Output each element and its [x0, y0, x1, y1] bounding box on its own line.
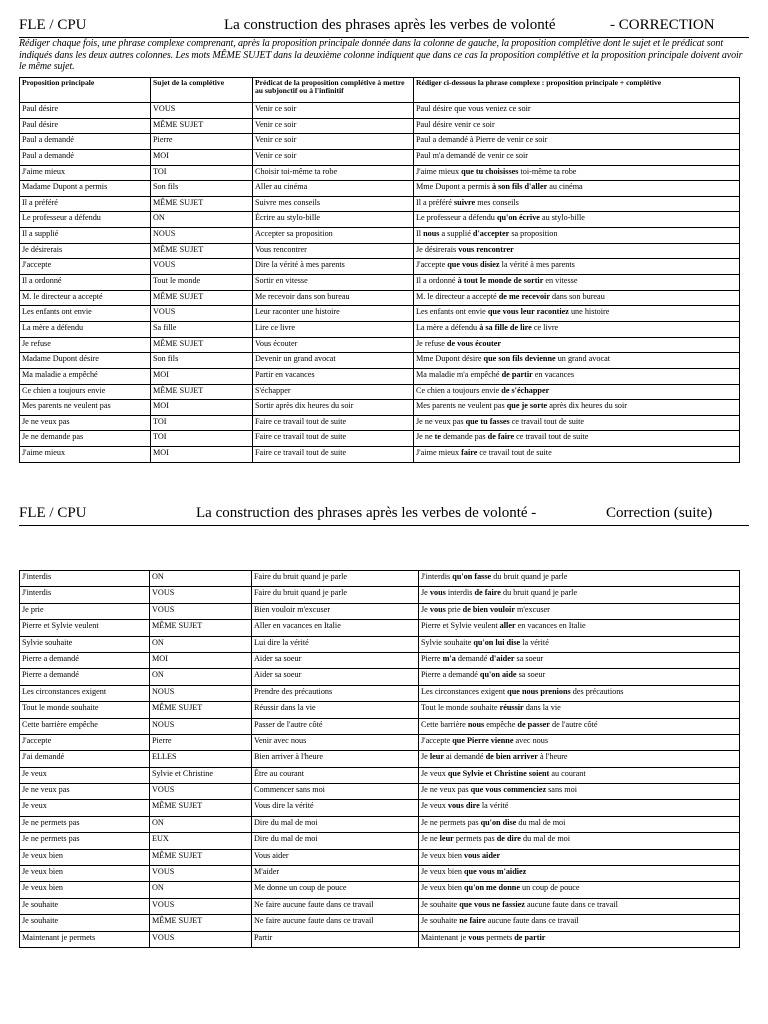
table-row [20, 833, 740, 849]
subject-cell: Son fils [151, 181, 253, 197]
answer-cell: M. le directeur a accepté de me recevoir dans son bureau [414, 290, 740, 306]
principal-clause-cell: Tout le monde souhaite [20, 702, 150, 718]
answer-cell: J'aime mieux que tu choisisses toi-même ta robe [414, 165, 740, 181]
subject-cell: TOI [151, 431, 253, 447]
table-row [20, 212, 740, 228]
subject-cell: MÊME SUJET [151, 337, 253, 353]
answer-cell: Mme Dupont a permis à son fils d'aller au cinéma [414, 181, 740, 197]
table-row [20, 118, 740, 134]
subject-cell: NOUS [150, 685, 252, 701]
subject-cell: EUX [150, 833, 252, 849]
principal-clause-cell: Je ne veux pas [20, 415, 151, 431]
subject-cell: ON [150, 669, 252, 685]
predicate-cell: Venir ce soir [253, 118, 414, 134]
answer-cell: Il nous a supplié d'accepter sa proposition [414, 228, 740, 244]
predicate-cell: Bien vouloir m'excuser [252, 603, 419, 619]
answer-cell: Je veux bien qu'on me donne un coup de pouce [419, 882, 740, 898]
subject-cell: ON [150, 571, 252, 587]
predicate-cell: Partir en vacances [253, 368, 414, 384]
table-row [20, 306, 740, 322]
answer-cell: Paul a demandé à Pierre de venir ce soir [414, 134, 740, 150]
answer-cell: Pierre et Sylvie veulent aller en vacances en Italie [419, 620, 740, 636]
predicate-cell: Faire ce travail tout de suite [253, 431, 414, 447]
answer-cell: J'aime mieux faire ce travail tout de suite [414, 447, 740, 463]
exercise-table-continued [19, 570, 740, 948]
table-row [20, 751, 740, 767]
principal-clause-cell: Madame Dupont a permis [20, 181, 151, 197]
principal-clause-cell: J'ai demandé [20, 751, 150, 767]
answer-cell: Il a préféré suivre mes conseils [414, 196, 740, 212]
principal-clause-cell: Je ne veux pas [20, 784, 150, 800]
predicate-cell: Venir ce soir [253, 134, 414, 150]
table-row [20, 669, 740, 685]
principal-clause-cell: Mes parents ne veulent pas [20, 400, 151, 416]
answer-cell: J'accepte que vous disiez la vérité à mes parents [414, 259, 740, 275]
subject-cell: MÊME SUJET [150, 849, 252, 865]
table-row [20, 400, 740, 416]
predicate-cell: Lui dire la vérité [252, 636, 419, 652]
answer-cell: Maintenant je vous permets de partir [419, 931, 740, 947]
principal-clause-cell: Pierre et Sylvie veulent [20, 620, 150, 636]
predicate-cell: Vous écouter [253, 337, 414, 353]
table-row [20, 431, 740, 447]
principal-clause-cell: Le professeur a défendu [20, 212, 151, 228]
table-row [20, 915, 740, 931]
answer-cell: Sylvie souhaite qu'on lui dise la vérité [419, 636, 740, 652]
answer-cell: Je souhaite que vous ne fassiez aucune faute dans ce travail [419, 898, 740, 914]
subject-cell: MÊME SUJET [150, 800, 252, 816]
predicate-cell: Ne faire aucune faute dans ce travail [252, 915, 419, 931]
subject-cell: ON [151, 212, 253, 228]
course-label: FLE / CPU [19, 17, 87, 33]
principal-clause-cell: Madame Dupont désire [20, 353, 151, 369]
table-row [20, 931, 740, 947]
predicate-cell: Suivre mes conseils [253, 196, 414, 212]
subject-cell: Pierre [150, 734, 252, 750]
answer-cell: Je désirerais vous rencontrer [414, 243, 740, 259]
predicate-cell: Venir avec nous [252, 734, 419, 750]
answer-cell: Je ne veux pas que tu fasses ce travail tout de suite [414, 415, 740, 431]
exercise-table [19, 77, 740, 463]
answer-cell: Paul m'a demandé de venir ce soir [414, 149, 740, 165]
column-header: Prédicat de la proposition complétive à mettre au subjonctif ou à l'infinitif [253, 78, 414, 103]
subject-cell: MÊME SUJET [151, 290, 253, 306]
table-row [20, 734, 740, 750]
answer-cell: Il a ordonné à tout le monde de sortir en vitesse [414, 275, 740, 291]
subject-cell: MOI [150, 652, 252, 668]
table-row [20, 898, 740, 914]
predicate-cell: Faire ce travail tout de suite [253, 447, 414, 463]
predicate-cell: Dire du mal de moi [252, 833, 419, 849]
principal-clause-cell: Je veux bien [20, 882, 150, 898]
predicate-cell: Devenir un grand avocat [253, 353, 414, 369]
page-header [19, 16, 749, 38]
answer-cell: Paul désire venir ce soir [414, 118, 740, 134]
subject-cell: ON [150, 816, 252, 832]
table-row [20, 353, 740, 369]
subject-cell: VOUS [151, 306, 253, 322]
principal-clause-cell: Sylvie souhaite [20, 636, 150, 652]
predicate-cell: Faire ce travail tout de suite [253, 415, 414, 431]
subject-cell: MÊME SUJET [150, 620, 252, 636]
answer-cell: Je ne veux pas que vous commenciez sans moi [419, 784, 740, 800]
subject-cell: MOI [151, 368, 253, 384]
answer-cell: Ce chien a toujours envie de s'échapper [414, 384, 740, 400]
table-row [20, 243, 740, 259]
correction-label: - CORRECTION [610, 17, 715, 33]
principal-clause-cell: Ma maladie a empêché [20, 368, 151, 384]
principal-clause-cell: Les enfants ont envie [20, 306, 151, 322]
answer-cell: Je ne permets pas qu'on dise du mal de moi [419, 816, 740, 832]
answer-cell: Mme Dupont désire que son fils devienne un grand avocat [414, 353, 740, 369]
table-row [20, 228, 740, 244]
subject-cell: MOI [151, 400, 253, 416]
predicate-cell: Partir [252, 931, 419, 947]
answer-cell: Pierre m'a demandé d'aider sa soeur [419, 652, 740, 668]
table-row [20, 800, 740, 816]
principal-clause-cell: J'interdis [20, 571, 150, 587]
table-row [20, 415, 740, 431]
predicate-cell: Vous rencontrer [253, 243, 414, 259]
subject-cell: TOI [151, 165, 253, 181]
answer-cell: Je leur ai demandé de bien arriver à l'heure [419, 751, 740, 767]
table-row [20, 636, 740, 652]
principal-clause-cell: Pierre a demandé [20, 669, 150, 685]
answer-cell: Pierre a demandé qu'on aide sa soeur [419, 669, 740, 685]
predicate-cell: Leur raconter une histoire [253, 306, 414, 322]
predicate-cell: Me recevoir dans son bureau [253, 290, 414, 306]
answer-cell: La mère a défendu à sa fille de lire ce livre [414, 321, 740, 337]
subject-cell: Son fils [151, 353, 253, 369]
answer-cell: Je veux que Sylvie et Christine soient au courant [419, 767, 740, 783]
predicate-cell: Aider sa soeur [252, 652, 419, 668]
subject-cell: MOI [151, 447, 253, 463]
predicate-cell: Venir ce soir [253, 149, 414, 165]
table-row [20, 767, 740, 783]
predicate-cell: Choisir toi-même ta robe [253, 165, 414, 181]
answer-cell: Je veux vous dire la vérité [419, 800, 740, 816]
table-row [20, 849, 740, 865]
predicate-cell: Réussir dans la vie [252, 702, 419, 718]
subject-cell: MÊME SUJET [150, 702, 252, 718]
answer-cell: Je souhaite ne faire aucune faute dans ce travail [419, 915, 740, 931]
table-row [20, 181, 740, 197]
principal-clause-cell: Cette barrière empêche [20, 718, 150, 734]
table-row [20, 571, 740, 587]
answer-cell: Je ne te demande pas de faire ce travail tout de suite [414, 431, 740, 447]
answer-cell: Tout le monde souhaite réussir dans la vie [419, 702, 740, 718]
answer-cell: Je veux bien que vous m'aidiez [419, 866, 740, 882]
principal-clause-cell: Je prie [20, 603, 150, 619]
table-row [20, 447, 740, 463]
column-header: Proposition principale [20, 78, 151, 103]
predicate-cell: Vous dire la vérité [252, 800, 419, 816]
subject-cell: Pierre [151, 134, 253, 150]
table-row [20, 620, 740, 636]
table-row [20, 718, 740, 734]
predicate-cell: Accepter sa proposition [253, 228, 414, 244]
instructions: Rédiger chaque fois, une phrase complexe comprenant, après la proposition principale donnée dans la colonne de gauche, la proposition complétive dont le sujet et le prédicat sont indiqués dans les deux autres colonnes. Les mots MÊME SUJET dans la deuxième colonne indiquent que dans ce cas la proposition complétive et la proposition principale doivent avoir le même sujet. [19, 38, 743, 73]
principal-clause-cell: Je ne demande pas [20, 431, 151, 447]
principal-clause-cell: Je refuse [20, 337, 151, 353]
table-row [20, 337, 740, 353]
predicate-cell: Sortir après dix heures du soir [253, 400, 414, 416]
subject-cell: NOUS [150, 718, 252, 734]
table-row [20, 290, 740, 306]
predicate-cell: Faire du bruit quand je parle [252, 571, 419, 587]
table-row [20, 603, 740, 619]
table-row [20, 103, 740, 119]
subject-cell: VOUS [150, 603, 252, 619]
table-row [20, 321, 740, 337]
subject-cell: VOUS [150, 898, 252, 914]
answer-cell: J'accepte que Pierre vienne avec nous [419, 734, 740, 750]
table-row [20, 368, 740, 384]
subject-cell: NOUS [151, 228, 253, 244]
table-row [20, 134, 740, 150]
table-row [20, 882, 740, 898]
principal-clause-cell: Je veux bien [20, 866, 150, 882]
table-header-row [20, 78, 740, 103]
predicate-cell: Vous aider [252, 849, 419, 865]
table-row [20, 587, 740, 603]
table-row [20, 816, 740, 832]
predicate-cell: Aller en vacances en Italie [252, 620, 419, 636]
principal-clause-cell: J'accepte [20, 734, 150, 750]
principal-clause-cell: Maintenant je permets [20, 931, 150, 947]
principal-clause-cell: Je veux [20, 800, 150, 816]
subject-cell: Sylvie et Christine [150, 767, 252, 783]
principal-clause-cell: Je ne permets pas [20, 833, 150, 849]
correction-label: Correction (suite) [606, 505, 713, 521]
predicate-cell: Aider sa soeur [252, 669, 419, 685]
subject-cell: ON [150, 636, 252, 652]
answer-cell: Je vous interdis de faire du bruit quand je parle [419, 587, 740, 603]
table-row [20, 384, 740, 400]
predicate-cell: Passer de l'autre côté [252, 718, 419, 734]
principal-clause-cell: Je désirerais [20, 243, 151, 259]
table-row [20, 702, 740, 718]
principal-clause-cell: Il a préféré [20, 196, 151, 212]
predicate-cell: M'aider [252, 866, 419, 882]
subject-cell: Sa fille [151, 321, 253, 337]
answer-cell: Je refuse de vous écouter [414, 337, 740, 353]
table-row [20, 165, 740, 181]
predicate-cell: Dire la vérité à mes parents [253, 259, 414, 275]
predicate-cell: Faire du bruit quand je parle [252, 587, 419, 603]
table-row [20, 259, 740, 275]
subject-cell: VOUS [150, 931, 252, 947]
subject-cell: VOUS [151, 259, 253, 275]
answer-cell: Le professeur a défendu qu'on écrive au stylo-bille [414, 212, 740, 228]
principal-clause-cell: J'aime mieux [20, 165, 151, 181]
predicate-cell: Écrire au stylo-bille [253, 212, 414, 228]
principal-clause-cell: La mère a défendu [20, 321, 151, 337]
table-row [20, 685, 740, 701]
principal-clause-cell: Les circonstances exigent [20, 685, 150, 701]
principal-clause-cell: Je veux bien [20, 849, 150, 865]
subject-cell: MÊME SUJET [151, 118, 253, 134]
subject-cell: MÊME SUJET [150, 915, 252, 931]
subject-cell: VOUS [150, 866, 252, 882]
predicate-cell: Sortir en vitesse [253, 275, 414, 291]
page-header-continued [19, 504, 749, 526]
subject-cell: TOI [151, 415, 253, 431]
predicate-cell: Prendre des précautions [252, 685, 419, 701]
predicate-cell: Être au courant [252, 767, 419, 783]
principal-clause-cell: Paul a demandé [20, 149, 151, 165]
predicate-cell: Venir ce soir [253, 103, 414, 119]
principal-clause-cell: Je souhaite [20, 898, 150, 914]
predicate-cell: Ne faire aucune faute dans ce travail [252, 898, 419, 914]
predicate-cell: S'échapper [253, 384, 414, 400]
principal-clause-cell: Je veux [20, 767, 150, 783]
answer-cell: Je veux bien vous aider [419, 849, 740, 865]
predicate-cell: Bien arriver à l'heure [252, 751, 419, 767]
principal-clause-cell: Il a supplié [20, 228, 151, 244]
column-header: Rédiger ci-dessous la phrase complexe : proposition principale + complétive [414, 78, 740, 103]
table-row [20, 866, 740, 882]
table-row [20, 149, 740, 165]
principal-clause-cell: J'interdis [20, 587, 150, 603]
principal-clause-cell: Je ne permets pas [20, 816, 150, 832]
subject-cell: VOUS [150, 587, 252, 603]
principal-clause-cell: Ce chien a toujours envie [20, 384, 151, 400]
principal-clause-cell: Il a ordonné [20, 275, 151, 291]
table-row [20, 196, 740, 212]
table-row [20, 652, 740, 668]
course-label: FLE / CPU [19, 505, 87, 521]
subject-cell: ELLES [150, 751, 252, 767]
predicate-cell: Me donne un coup de pouce [252, 882, 419, 898]
principal-clause-cell: J'aime mieux [20, 447, 151, 463]
principal-clause-cell: J'accepte [20, 259, 151, 275]
table-row [20, 275, 740, 291]
subject-cell: MÊME SUJET [151, 243, 253, 259]
subject-cell: MÊME SUJET [151, 196, 253, 212]
predicate-cell: Commencer sans moi [252, 784, 419, 800]
answer-cell: Je vous prie de bien vouloir m'excuser [419, 603, 740, 619]
subject-cell: MOI [151, 149, 253, 165]
answer-cell: Paul désire que vous veniez ce soir [414, 103, 740, 119]
principal-clause-cell: M. le directeur a accepté [20, 290, 151, 306]
page-title: La construction des phrases après les verbes de volonté [224, 17, 556, 33]
predicate-cell: Lire ce livre [253, 321, 414, 337]
predicate-cell: Dire du mal de moi [252, 816, 419, 832]
principal-clause-cell: Paul a demandé [20, 134, 151, 150]
principal-clause-cell: Paul désire [20, 118, 151, 134]
predicate-cell: Aller au cinéma [253, 181, 414, 197]
subject-cell: Tout le monde [151, 275, 253, 291]
principal-clause-cell: Paul désire [20, 103, 151, 119]
principal-clause-cell: Je souhaite [20, 915, 150, 931]
answer-cell: Cette barrière nous empêche de passer de l'autre côté [419, 718, 740, 734]
subject-cell: MÊME SUJET [151, 384, 253, 400]
answer-cell: Ma maladie m'a empêché de partir en vacances [414, 368, 740, 384]
answer-cell: Je ne leur permets pas de dire du mal de moi [419, 833, 740, 849]
answer-cell: J'interdis qu'on fasse du bruit quand je parle [419, 571, 740, 587]
answer-cell: Les enfants ont envie que vous leur racontiez une histoire [414, 306, 740, 322]
principal-clause-cell: Pierre a demandé [20, 652, 150, 668]
column-header: Sujet de la complétive [151, 78, 253, 103]
answer-cell: Les circonstances exigent que nous prenions des précautions [419, 685, 740, 701]
page-title: La construction des phrases après les verbes de volonté - [196, 505, 537, 521]
answer-cell: Mes parents ne veulent pas que je sorte après dix heures du soir [414, 400, 740, 416]
table-row [20, 784, 740, 800]
subject-cell: ON [150, 882, 252, 898]
subject-cell: VOUS [150, 784, 252, 800]
subject-cell: VOUS [151, 103, 253, 119]
